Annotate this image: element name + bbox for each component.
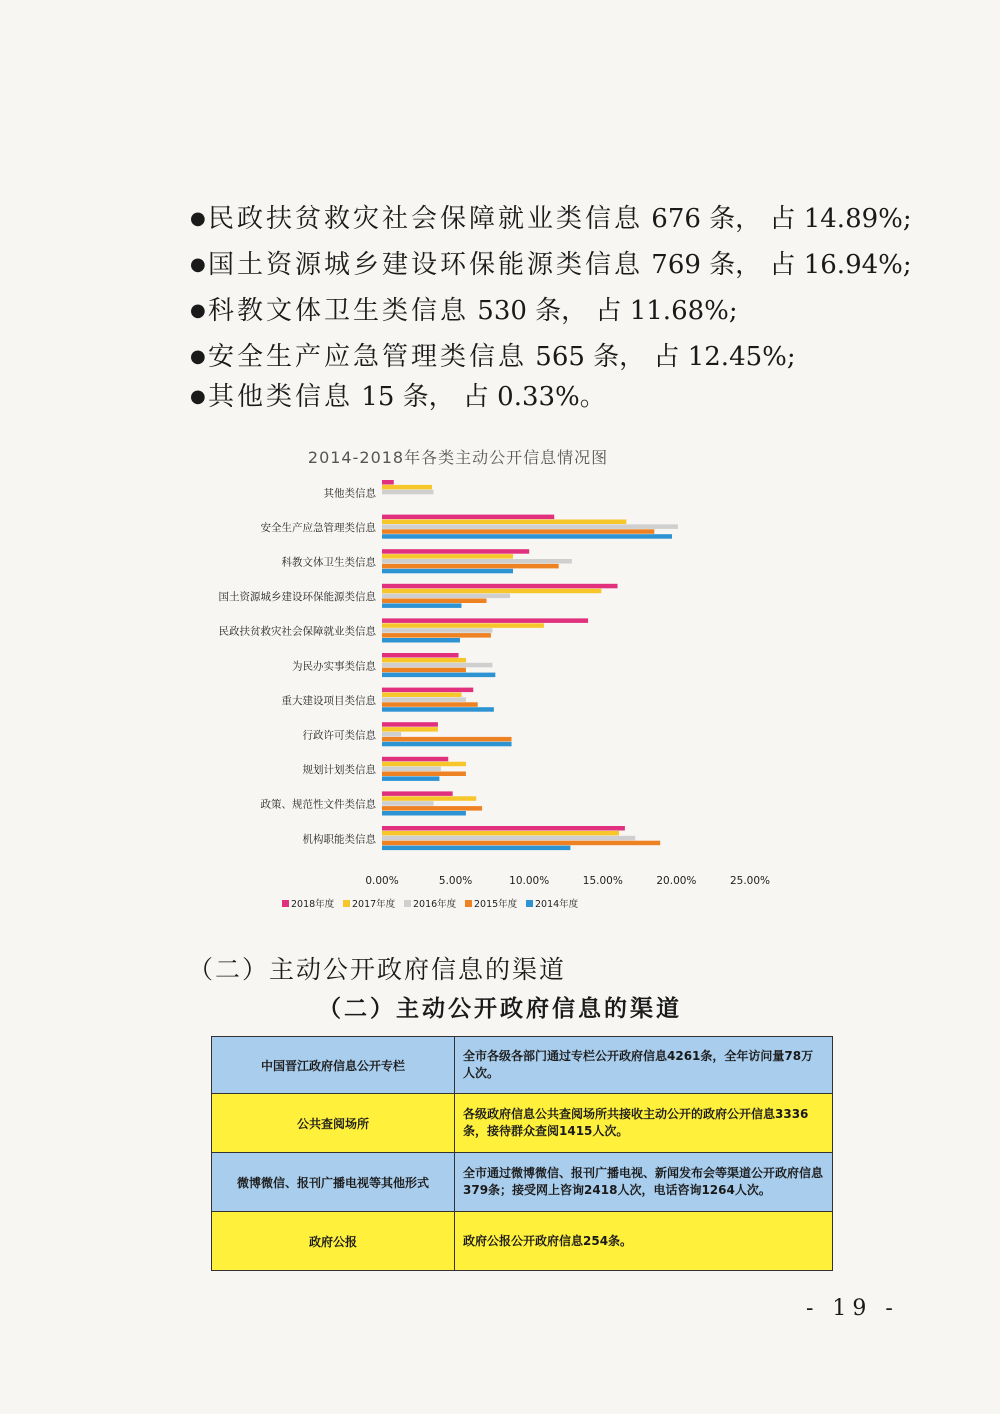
table-row xyxy=(212,1094,833,1153)
bar-2016年度-4 xyxy=(382,628,492,633)
category-label: 机构职能类信息 xyxy=(302,833,376,846)
bullet-dot-icon: ● xyxy=(190,300,206,321)
legend-swatch xyxy=(343,900,350,907)
bar-chart xyxy=(160,440,810,920)
table-row xyxy=(212,1212,833,1271)
bullet-count: 530 条， xyxy=(477,296,588,326)
table-row xyxy=(212,1153,833,1212)
bar-2014年度-5 xyxy=(382,673,495,678)
bullet-dot-icon: ● xyxy=(190,386,206,407)
summary-bullet-list xyxy=(190,196,912,420)
category-label: 规划计划类信息 xyxy=(302,764,376,777)
channel-detail: 各级政府信息公共查阅场所共接收主动公开的政府公开信息3336条，接待群众查阅1415人次。 xyxy=(455,1094,833,1153)
x-tick-label: 15.00% xyxy=(582,875,623,887)
x-tick-label: 20.00% xyxy=(656,875,697,887)
table-title: （二）主动公开政府信息的渠道 xyxy=(318,996,682,1022)
bar-2017年度-6 xyxy=(382,693,461,698)
bar-2016年度-2 xyxy=(382,559,572,564)
bar-2014年度-4 xyxy=(382,638,460,643)
legend-swatch xyxy=(526,900,533,907)
bar-2018年度-10 xyxy=(382,826,625,831)
bar-2015年度-6 xyxy=(382,702,478,707)
bullet-count: 565 条， xyxy=(535,342,646,372)
bullet-label: 民政扶贫救灾社会保障就业类信息 xyxy=(208,204,644,234)
bar-2017年度-4 xyxy=(382,623,544,628)
legend-label: 2017年度 xyxy=(352,899,396,910)
x-tick-label: 10.00% xyxy=(509,875,550,887)
bar-2018年度-7 xyxy=(382,722,438,727)
channels-table xyxy=(211,1036,833,1271)
bullet-percent: 占 12.45%; xyxy=(653,342,796,372)
category-label: 行政许可类信息 xyxy=(302,729,376,742)
bullet-percent: 占 11.68%; xyxy=(595,296,738,326)
section-title: （二）主动公开政府信息的渠道 xyxy=(188,955,567,984)
channel-name: 政府公报 xyxy=(212,1212,455,1271)
bar-2017年度-1 xyxy=(382,520,626,525)
bar-2014年度-3 xyxy=(382,603,461,608)
bar-2015年度-1 xyxy=(382,529,654,534)
chart-legend xyxy=(282,898,579,910)
bar-2017年度-9 xyxy=(382,796,476,801)
bar-2015年度-8 xyxy=(382,772,466,777)
channel-name: 中国晋江政府信息公开专栏 xyxy=(212,1037,455,1094)
legend-swatch xyxy=(404,900,411,907)
chart-x-tick-labels xyxy=(365,875,770,887)
bullet-dot-icon: ● xyxy=(190,254,206,275)
bar-2014年度-8 xyxy=(382,776,439,781)
bar-2017年度-10 xyxy=(382,831,619,836)
bar-2014年度-10 xyxy=(382,846,570,851)
bar-2016年度-8 xyxy=(382,767,441,772)
bullet-percent: 占 14.89%; xyxy=(769,204,912,234)
legend-label: 2016年度 xyxy=(413,899,457,910)
bullet-label: 安全生产应急管理类信息 xyxy=(208,342,528,372)
page-number: - 19 - xyxy=(806,1296,899,1321)
chart-bars xyxy=(382,480,678,850)
bullet-item xyxy=(190,334,890,374)
category-label: 其他类信息 xyxy=(323,487,376,500)
bar-2018年度-4 xyxy=(382,618,588,623)
x-tick-label: 5.00% xyxy=(438,875,473,887)
bar-2017年度-8 xyxy=(382,762,466,767)
channel-detail: 政府公报公开政府信息254条。 xyxy=(455,1212,833,1271)
bar-2018年度-8 xyxy=(382,757,448,762)
bullet-label: 国土资源城乡建设环保能源类信息 xyxy=(208,250,644,280)
bullet-dot-icon: ● xyxy=(190,208,206,229)
bar-2015年度-9 xyxy=(382,806,482,811)
bar-2016年度-7 xyxy=(382,732,401,737)
bullet-percent: 占 16.94%; xyxy=(769,250,912,280)
x-tick-label: 0.00% xyxy=(365,875,399,887)
bullet-count: 15 条， xyxy=(361,382,455,412)
bar-2016年度-3 xyxy=(382,594,510,599)
category-label: 国土资源城乡建设环保能源类信息 xyxy=(218,591,376,604)
category-label: 民政扶贫救灾社会保障就业类信息 xyxy=(218,625,376,638)
x-tick-label: 25.00% xyxy=(729,875,771,887)
bar-2017年度-0 xyxy=(382,485,432,490)
category-label: 科教文体卫生类信息 xyxy=(281,556,376,569)
bullet-item xyxy=(190,374,890,420)
legend-swatch xyxy=(282,900,289,907)
bar-2015年度-3 xyxy=(382,599,487,604)
bar-2014年度-6 xyxy=(382,707,494,712)
bar-2014年度-9 xyxy=(382,811,466,816)
bar-2018年度-2 xyxy=(382,549,529,554)
category-label: 政策、规范性文件类信息 xyxy=(260,798,376,811)
bar-2016年度-10 xyxy=(382,836,635,841)
bullet-dot-icon: ● xyxy=(190,346,206,367)
bar-2016年度-0 xyxy=(382,490,434,495)
bar-2014年度-2 xyxy=(382,569,513,574)
bar-2014年度-1 xyxy=(382,534,672,539)
bar-2018年度-6 xyxy=(382,688,473,693)
bar-2016年度-9 xyxy=(382,801,434,806)
legend-label: 2014年度 xyxy=(535,899,579,910)
bullet-item xyxy=(190,242,912,288)
bar-2017年度-5 xyxy=(382,658,466,663)
bar-2018年度-5 xyxy=(382,653,459,658)
bar-2016年度-6 xyxy=(382,697,466,702)
bar-2015年度-10 xyxy=(382,841,660,846)
channel-detail: 全市通过微博微信、报刊广播电视、新闻发布会等渠道公开政府信息379条；接受网上咨询2418人次，电话咨询1264人次。 xyxy=(455,1153,833,1212)
category-label: 安全生产应急管理类信息 xyxy=(260,521,376,534)
bar-2017年度-2 xyxy=(382,554,513,559)
bullet-item xyxy=(190,196,912,242)
bullet-label: 其他类信息 xyxy=(208,382,354,412)
bar-2015年度-4 xyxy=(382,633,491,638)
chart-title: 2014-2018年各类主动公开信息情况图 xyxy=(307,448,609,467)
bar-2014年度-7 xyxy=(382,742,512,747)
legend-label: 2018年度 xyxy=(291,899,335,910)
bullet-label: 科教文体卫生类信息 xyxy=(208,296,470,326)
table-row xyxy=(212,1037,833,1094)
channel-name: 微博微信、报刊广播电视等其他形式 xyxy=(212,1153,455,1212)
bar-2018年度-0 xyxy=(382,480,394,485)
chart-category-labels xyxy=(219,486,377,845)
category-label: 重大建设项目类信息 xyxy=(281,694,376,707)
bar-2017年度-7 xyxy=(382,727,438,732)
bar-2018年度-1 xyxy=(382,515,554,520)
bar-2015年度-2 xyxy=(382,564,559,569)
category-label: 为民办实事类信息 xyxy=(292,660,376,673)
channel-name: 公共查阅场所 xyxy=(212,1094,455,1153)
legend-label: 2015年度 xyxy=(474,899,518,910)
bar-2017年度-3 xyxy=(382,589,601,594)
bullet-item xyxy=(190,288,890,334)
legend-swatch xyxy=(465,900,472,907)
bar-2018年度-3 xyxy=(382,584,618,589)
bullet-percent: 占 0.33%。 xyxy=(462,382,606,412)
bar-2015年度-5 xyxy=(382,668,466,673)
bullet-count: 676 条， xyxy=(651,204,762,234)
bar-2016年度-1 xyxy=(382,524,678,529)
bar-2016年度-5 xyxy=(382,663,492,668)
bar-2018年度-9 xyxy=(382,791,453,796)
bullet-count: 769 条， xyxy=(651,250,762,280)
bar-2015年度-7 xyxy=(382,737,512,742)
channel-detail: 全市各级各部门通过专栏公开政府信息4261条，全年访问量78万人次。 xyxy=(455,1037,833,1094)
